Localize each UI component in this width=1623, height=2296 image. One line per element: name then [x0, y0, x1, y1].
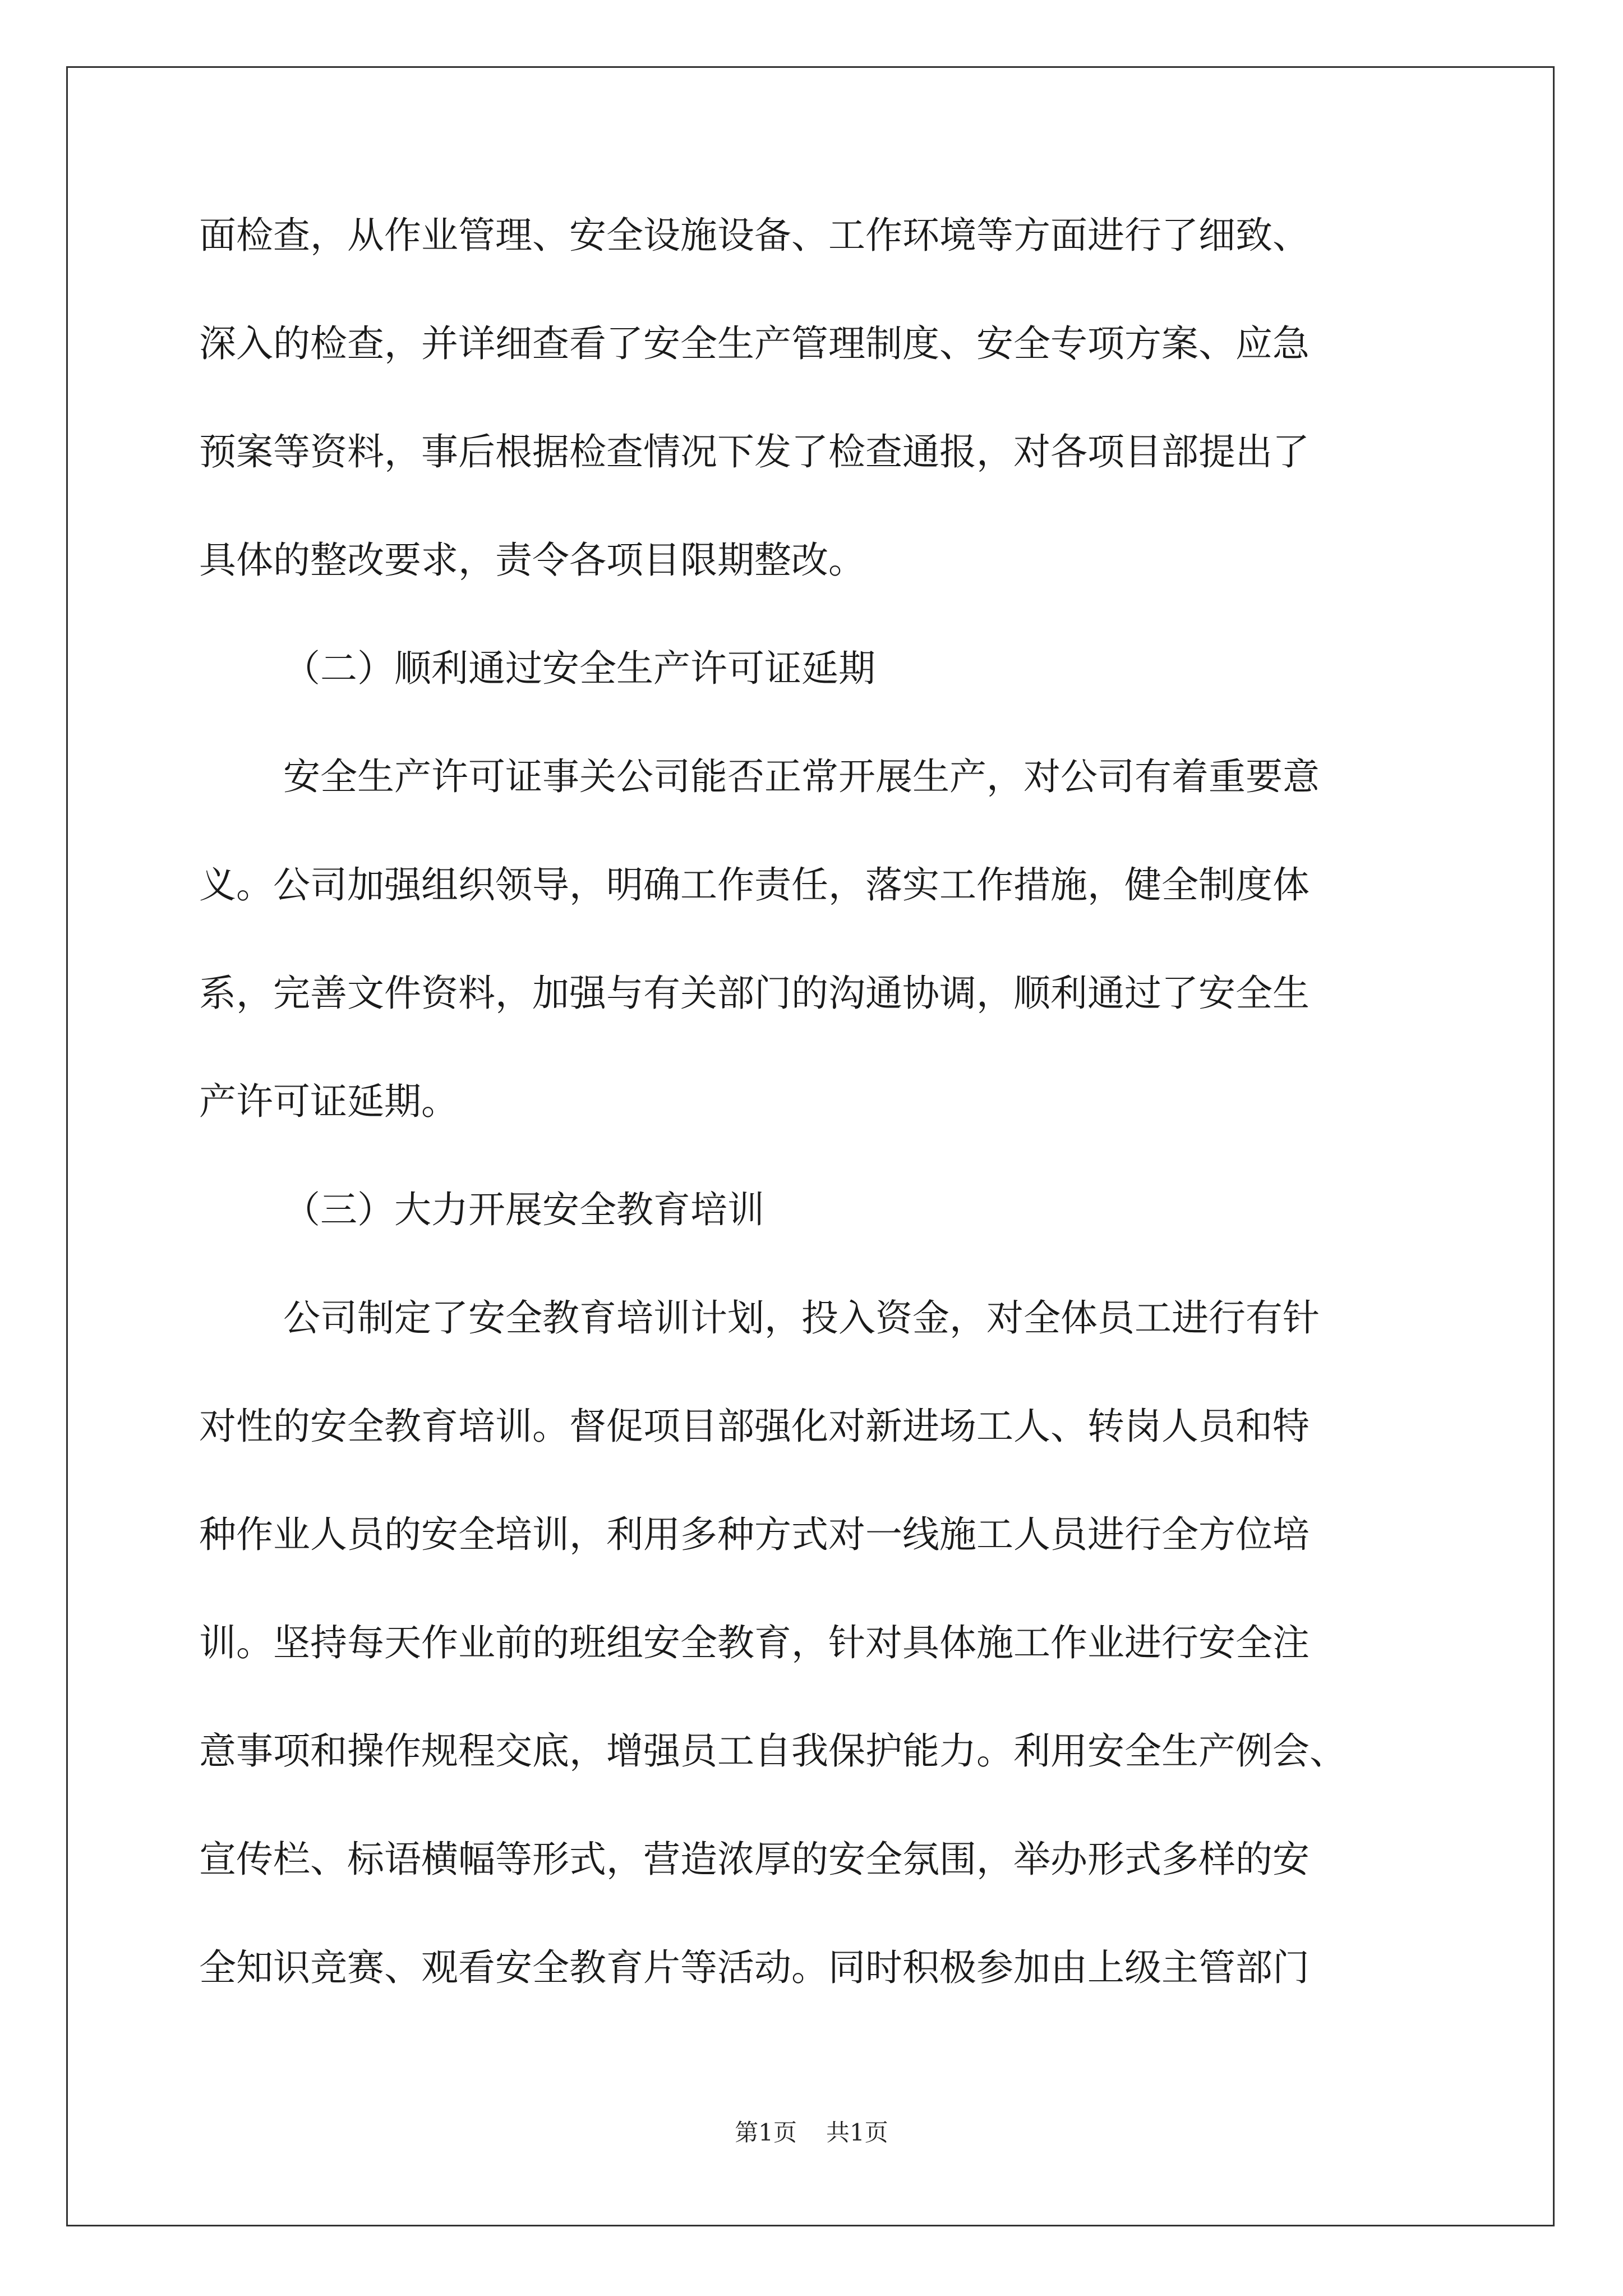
section-heading: （二）顺利通过安全生产许可证延期: [283, 647, 875, 690]
body-text-line: 产许可证延期。: [199, 1080, 458, 1123]
body-text-line: 深入的检查，并详细查看了安全生产管理制度、安全专项方案、应急: [199, 322, 1310, 365]
body-text-line: 预案等资料，事后根据检查情况下发了检查通报，对各项目部提出了: [199, 430, 1310, 473]
page-number-current: 第1页: [735, 2119, 797, 2146]
section-heading: （三）大力开展安全教育培训: [283, 1188, 764, 1231]
body-text-line: 意事项和操作规程交底，增强员工自我保护能力。利用安全生产例会、: [199, 1729, 1347, 1773]
body-text-line: 具体的整改要求，责令各项目限期整改。: [199, 539, 865, 582]
page-number-total: 共1页: [826, 2119, 888, 2146]
paragraph-first-line: 公司制定了安全教育培训计划，投入资金，对全体员工进行有针: [283, 1296, 1320, 1340]
page-footer: [0, 2116, 1623, 2150]
body-text-line: 宣传栏、标语横幅等形式，营造浓厚的安全氛围，举办形式多样的安: [199, 1838, 1310, 1881]
document-body: [199, 202, 1455, 2042]
body-text-line: 对性的安全教育培训。督促项目部强化对新进场工人、转岗人员和特: [199, 1405, 1310, 1448]
body-text-line: 系，完善文件资料，加强与有关部门的沟通协调，顺利通过了安全生: [199, 972, 1310, 1015]
body-text-line: 全知识竞赛、观看安全教育片等活动。同时积极参加由上级主管部门: [199, 1946, 1310, 1989]
body-text-line: 面检查，从作业管理、安全设施设备、工作环境等方面进行了细致、: [199, 214, 1310, 257]
paragraph-first-line: 安全生产许可证事关公司能否正常开展生产，对公司有着重要意: [283, 755, 1320, 798]
body-text-line: 训。坚持每天作业前的班组安全教育，针对具体施工作业进行安全注: [199, 1621, 1310, 1664]
body-text-line: 义。公司加强组织领导，明确工作责任，落实工作措施，健全制度体: [199, 863, 1310, 907]
body-text-line: 种作业人员的安全培训，利用多种方式对一线施工人员进行全方位培: [199, 1513, 1310, 1556]
